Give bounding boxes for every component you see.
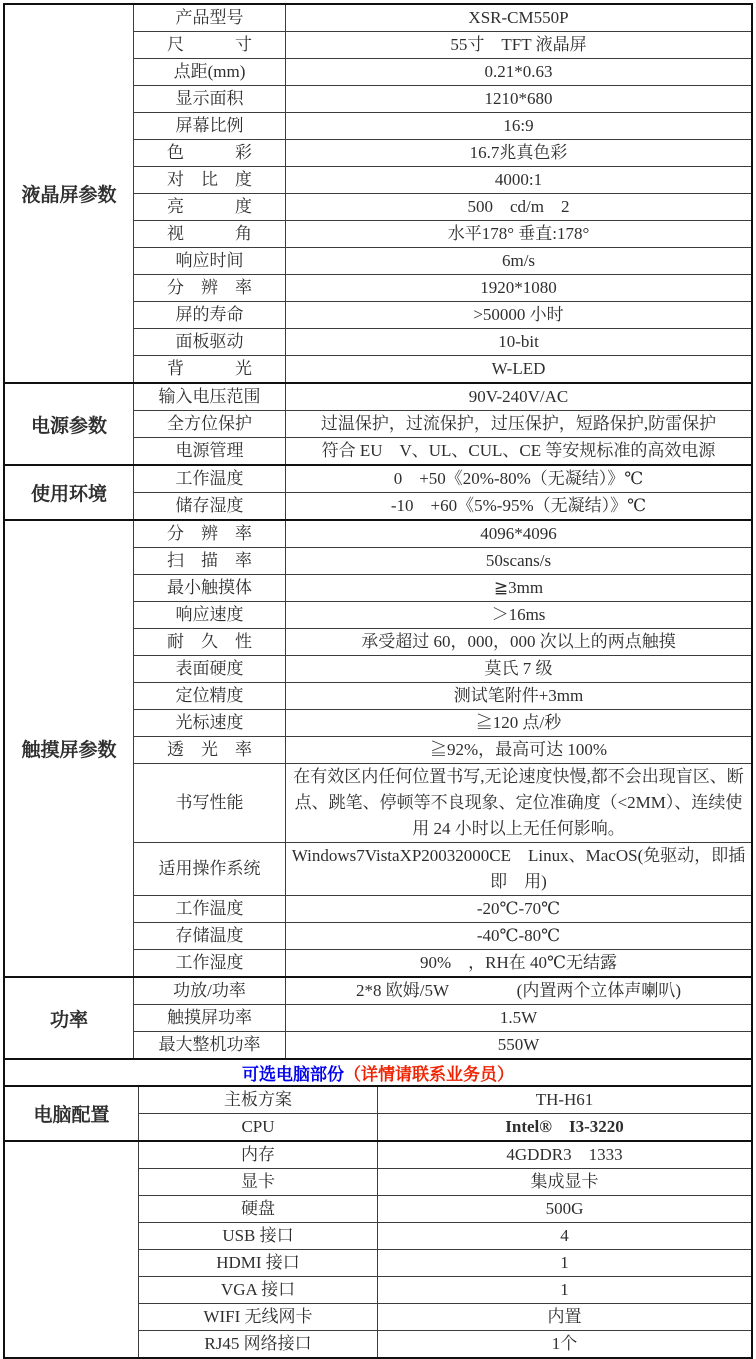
row-value: 1920*1080 (480, 278, 557, 297)
table-row (134, 547, 751, 574)
row-value: 承受超过 60，000，000 次以上的两点触摸 (361, 632, 676, 651)
row-label: 内存 (139, 1142, 378, 1168)
row-label: 分 辨 率 (134, 521, 286, 547)
row-label: 最小触摸体 (134, 575, 286, 601)
row-label: 工作温度 (134, 896, 286, 922)
row-value: 0 +50《20%-80%（无凝结）》℃ (393, 469, 644, 488)
row-label: WIFI 无线网卡 (139, 1304, 378, 1330)
row-value: 莫氏 7 级 (484, 659, 553, 678)
table-row (139, 1087, 751, 1113)
row-label: 定位精度 (134, 683, 286, 709)
banner-optional-pc (5, 1058, 751, 1085)
row-value: ＞16ms (491, 605, 546, 624)
table-row (134, 437, 751, 464)
row-value: 1.5W (499, 1008, 538, 1027)
row-value: 10-bit (498, 332, 539, 351)
row-label: 对 比 度 (134, 167, 286, 193)
section-power-supply (5, 382, 751, 464)
category-label: 电源参数 (5, 384, 134, 464)
banner-text-primary: 可选电脑部份 (242, 1065, 344, 1084)
table-row (134, 139, 751, 166)
row-label: 尺 寸 (134, 32, 286, 58)
row-label: USB 接口 (139, 1223, 378, 1249)
section-environment (5, 464, 751, 519)
row-label: 点距(mm) (134, 59, 286, 85)
row-label: HDMI 接口 (139, 1250, 378, 1276)
row-value: 90% ，RH在 40℃无结露 (419, 953, 618, 972)
row-label: 响应时间 (134, 248, 286, 274)
section-pc-config-cont (5, 1140, 751, 1357)
row-value: 6m/s (501, 251, 536, 270)
category-label (5, 1142, 139, 1357)
row-label: 视 角 (134, 221, 286, 247)
row-label: 屏的寿命 (134, 302, 286, 328)
category-label: 使用环境 (5, 466, 134, 519)
table-row (134, 949, 751, 976)
row-value: 集成显卡 (530, 1172, 599, 1191)
row-label: 背 光 (134, 356, 286, 382)
row-value: 水平178° 垂直:178° (447, 224, 590, 243)
section-rows (134, 5, 751, 382)
row-value: XSR-CM550P (468, 8, 569, 27)
table-row (134, 384, 751, 410)
table-row (134, 274, 751, 301)
table-row (139, 1168, 751, 1195)
category-label: 功率 (5, 978, 134, 1058)
table-row (134, 601, 751, 628)
table-row (134, 492, 751, 519)
table-row (134, 466, 751, 492)
row-value: ≧3mm (493, 578, 544, 597)
row-value: 内置 (547, 1307, 582, 1326)
row-label: 分 辨 率 (134, 275, 286, 301)
table-row (134, 1031, 751, 1058)
row-label: 透 光 率 (134, 737, 286, 763)
row-value: 500 cd/m 2 (467, 197, 570, 216)
table-row (134, 978, 751, 1004)
section-pc-config (5, 1085, 751, 1140)
section-touch-params (5, 519, 751, 976)
section-rows (134, 978, 751, 1058)
table-row (134, 355, 751, 382)
row-value: 1210*680 (484, 89, 553, 108)
category-label: 触摸屏参数 (5, 521, 134, 976)
table-row (134, 193, 751, 220)
row-value: 90V-240V/AC (468, 387, 569, 406)
row-label: 色 彩 (134, 140, 286, 166)
table-row (134, 220, 751, 247)
table-row (134, 763, 751, 842)
table-row (134, 328, 751, 355)
table-row (134, 1004, 751, 1031)
row-label: 显示面积 (134, 86, 286, 112)
row-value: 500G (545, 1199, 584, 1218)
category-label: 电脑配置 (5, 1087, 139, 1140)
row-label: 书写性能 (134, 764, 286, 842)
row-value: 在有效区内任何位置书写,无论速度快慢,都不会出现盲区、断点、跳笔、停顿等不良现象、定位准确度（<2MM）、连续使用 24 小时以上无任何影响。 (293, 767, 744, 838)
row-label: 显卡 (139, 1169, 378, 1195)
row-label: 存储温度 (134, 923, 286, 949)
table-row (134, 301, 751, 328)
row-value: W-LED (491, 359, 546, 378)
row-label: 适用操作系统 (134, 843, 286, 895)
row-label: 全方位保护 (134, 411, 286, 437)
table-row (134, 521, 751, 547)
row-value: ≧120 点/秒 (475, 713, 562, 732)
table-row (134, 166, 751, 193)
table-row (139, 1276, 751, 1303)
row-value: 1 (560, 1280, 569, 1299)
row-value: -20℃-70℃ (476, 899, 561, 918)
row-value: 过温保护，过流保护，过压保护，短路保护,防雷保护 (320, 414, 717, 433)
table-row (134, 112, 751, 139)
banner-text-secondary: （详情请联系业务员） (344, 1065, 514, 1084)
table-row (134, 5, 751, 31)
row-value: -10 +60《5%-95%（无凝结）》℃ (390, 496, 647, 515)
section-lcd-params (5, 5, 751, 382)
table-row (134, 574, 751, 601)
row-label: 扫 描 率 (134, 548, 286, 574)
section-rows (139, 1142, 751, 1357)
row-value: 50scans/s (485, 551, 552, 570)
row-value: Intel® I3-3220 (505, 1117, 624, 1136)
table-row (134, 31, 751, 58)
category-label: 液晶屏参数 (5, 5, 134, 382)
table-row (134, 58, 751, 85)
section-rows (134, 384, 751, 464)
row-value: 4 (560, 1226, 569, 1245)
row-label: 输入电压范围 (134, 384, 286, 410)
row-value: 1 (560, 1253, 569, 1272)
table-row (134, 709, 751, 736)
row-value: Windows7VistaXP20032000CE Linux、MacOS(免驱动，即插即 用) (291, 846, 746, 891)
row-value: 2*8 欧姆/5W (内置两个立体声喇叭) (355, 981, 682, 1000)
row-label: 电源管理 (134, 438, 286, 464)
row-label: 响应速度 (134, 602, 286, 628)
section-rows (134, 521, 751, 976)
row-label: 储存湿度 (134, 493, 286, 519)
row-value: TH-H61 (535, 1090, 594, 1109)
section-power (5, 976, 751, 1058)
table-row (134, 247, 751, 274)
row-value: 16.7兆真色彩 (469, 143, 568, 162)
table-row (134, 655, 751, 682)
table-row (134, 842, 751, 895)
table-row (134, 410, 751, 437)
row-value: 符合 EU V、UL、CUL、CE 等安规标准的高效电源 (321, 441, 716, 460)
row-value: -40℃-80℃ (476, 926, 561, 945)
row-value: 测试笔附件+3mm (453, 686, 584, 705)
row-label: 功放/功率 (134, 978, 286, 1004)
row-label: RJ45 网络接口 (139, 1331, 378, 1357)
row-value: 4GDDR3 1333 (506, 1145, 623, 1164)
row-value: 0.21*0.63 (484, 62, 553, 81)
row-value: >50000 小时 (473, 305, 564, 324)
table-row (139, 1303, 751, 1330)
section-rows (139, 1087, 751, 1140)
section-rows (134, 466, 751, 519)
row-value: 16:9 (503, 116, 534, 135)
table-row (139, 1195, 751, 1222)
row-value: 1个 (551, 1334, 578, 1353)
row-label: VGA 接口 (139, 1277, 378, 1303)
row-value: 4000:1 (494, 170, 543, 189)
table-row (134, 922, 751, 949)
table-row (139, 1142, 751, 1168)
table-row (139, 1222, 751, 1249)
row-value: 4096*4096 (480, 524, 557, 543)
row-value: ≧92%，最高可达 100% (429, 740, 608, 759)
row-label: 耐 久 性 (134, 629, 286, 655)
table-row (134, 682, 751, 709)
table-row (139, 1330, 751, 1357)
table-row (134, 85, 751, 112)
row-label: 触摸屏功率 (134, 1005, 286, 1031)
row-label: 亮 度 (134, 194, 286, 220)
row-label: 屏幕比例 (134, 113, 286, 139)
row-label: 工作湿度 (134, 950, 286, 976)
row-label: 面板驱动 (134, 329, 286, 355)
row-value: 55寸 TFT 液晶屏 (450, 35, 587, 54)
table-row (139, 1249, 751, 1276)
row-value: 550W (497, 1035, 540, 1054)
row-label: 硬盘 (139, 1196, 378, 1222)
table-row (134, 628, 751, 655)
table-row (134, 736, 751, 763)
spec-table (3, 3, 753, 1359)
table-row (139, 1113, 751, 1140)
row-label: 光标速度 (134, 710, 286, 736)
row-label: 主板方案 (139, 1087, 378, 1113)
row-label: 工作温度 (134, 466, 286, 492)
row-label: 产品型号 (134, 5, 286, 31)
table-row (134, 895, 751, 922)
row-label: 表面硬度 (134, 656, 286, 682)
row-label: CPU (139, 1114, 378, 1140)
row-label: 最大整机功率 (134, 1032, 286, 1058)
